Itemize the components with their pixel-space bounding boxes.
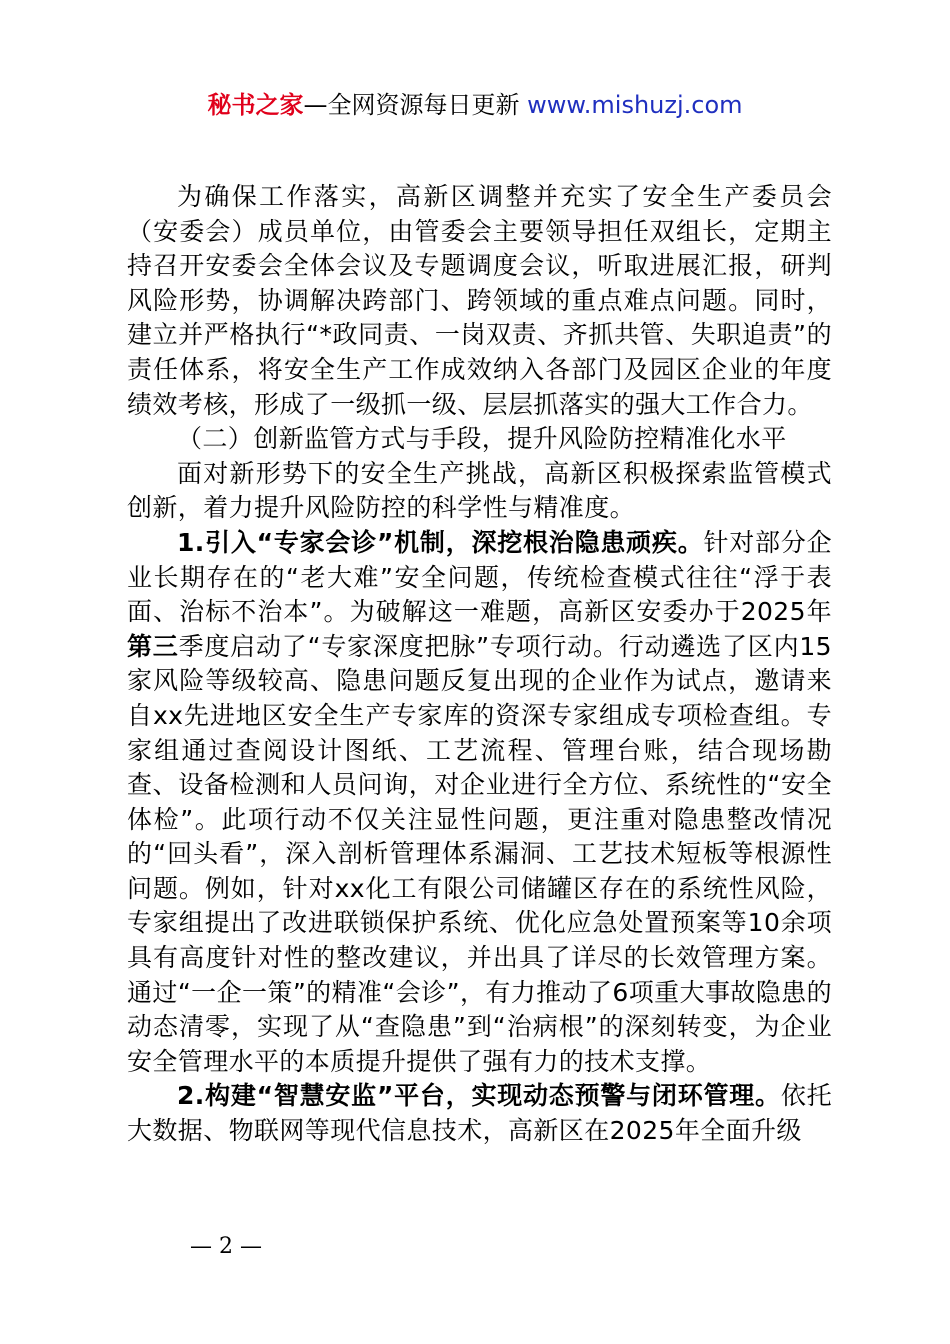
item1-bold-quarter: 第三 bbox=[127, 631, 179, 661]
paragraph-innovation-intro: 面对新形势下的安全生产挑战，高新区积极探索监管模式创新，着力提升风险防控的科学性与精准度。 bbox=[127, 458, 832, 523]
item2-title: 2.构建“智慧安监”平台，实现动态预警与闭环管理。 bbox=[177, 1081, 781, 1111]
paragraph-responsibility: 为确保工作落实，高新区调整并充实了安全生产委员会（安委会）成员单位，由管委会主要领导担任双组长，定期主持召开安委会全体会议及专题调度会议，听取进展汇报，研判风险形势，协调解决跨部门、跨领域的重点难点问题。同时，建立并严格执行“*政同责、一岗双责、齐抓共管、失职追责”的责任体系，将安全生产工作成效纳入各部门及园区企业的年度绩效考核，形成了一级抓一级、层层抓落实的强大工作合力。 bbox=[127, 182, 832, 419]
site-url-link[interactable]: www.mishuzj.com bbox=[527, 91, 743, 119]
item1-text-a: 针对部分企业长期存在的“老大难”安全问题，传统检查模式往往“浮于表面、治标不治本”。为破解这一难题，高新区安委办于2025年 bbox=[127, 527, 832, 627]
section-heading: （二）创新监管方式与手段，提升风险防控精准化水平 bbox=[177, 424, 787, 454]
item1-title: 1.引入“专家会诊”机制，深挖根治隐患顽疾。 bbox=[177, 527, 704, 557]
paragraph-smart-platform bbox=[127, 1079, 832, 1148]
document-body bbox=[127, 180, 832, 1149]
site-tagline: —全网资源每日更新 bbox=[303, 91, 528, 119]
site-brand: 秘书之家 bbox=[207, 91, 304, 119]
page-number: — 2 — bbox=[190, 1234, 262, 1259]
site-header bbox=[0, 88, 950, 122]
item1-text-b: 季度启动了“专家深度把脉”专项行动。行动遴选了区内15家风险等级较高、隐患问题反复出现的企业作为试点，邀请来自xx先进地区安全生产专家库的资深专家组成专项检查组。专家组通过查阅设计图纸、工艺流程、管理台账，结合现场勘查、设备检测和人员问询，对企业进行全方位、系统性的“安全体检”。此项行动不仅关注显性问题，更注重对隐患整改情况的“回头看”，深入剖析管理体系漏洞、工艺技术短板等根源性问题。例如，针对xx化工有限公司储罐区存在的系统性风险，专家组提出了改进联锁保护系统、优化应急处置预案等10余项具有高度针对性的整改建议，并出具了详尽的长效管理方案。通过“一企一策”的精准“会诊”，有力推动了6项重大事故隐患的动态清零，实现了从“查隐患”到“治病根”的深刻转变，为企业安全管理水平的本质提升提供了强有力的技术支撑。 bbox=[127, 631, 832, 1076]
paragraph-expert-consultation bbox=[127, 526, 832, 1080]
item2-text: 依托大数据、物联网等现代信息技术，高新区在2025年全面升级 bbox=[127, 1081, 832, 1146]
